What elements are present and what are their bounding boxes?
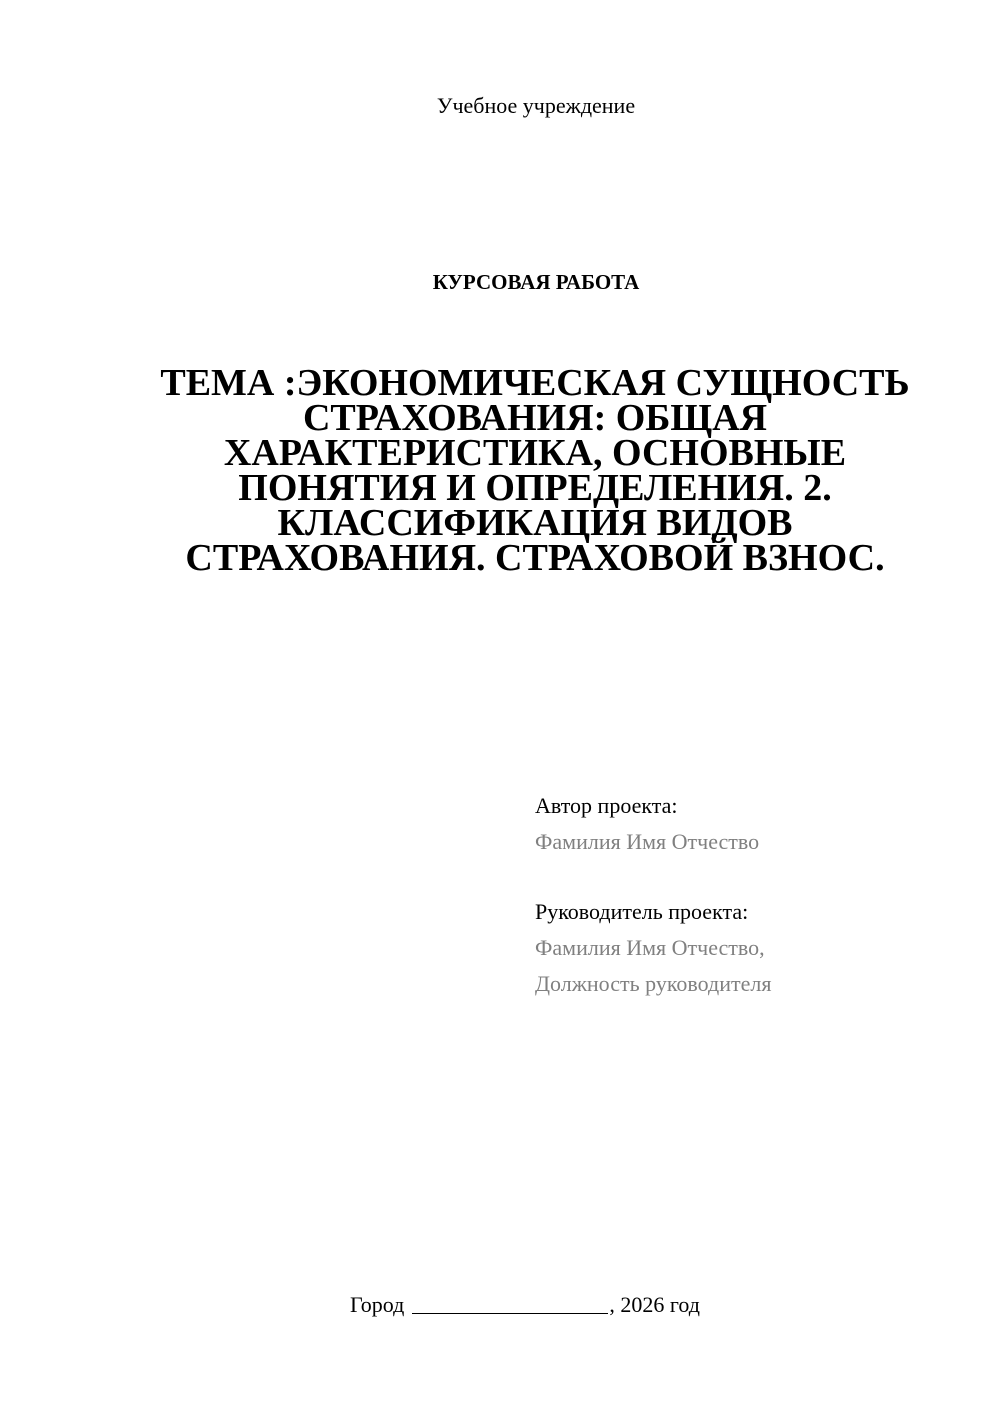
- city-blank-underline: [412, 1293, 608, 1314]
- supervisor-label: Руководитель проекта:: [535, 899, 749, 924]
- topic-title: ТЕМА :ЭКОНОМИЧЕСКАЯ СУЩНОСТЬ СТРАХОВАНИЯ: ОБЩАЯ ХАРАКТЕРИСТИКА, ОСНОВНЫЕ ПОНЯТИЯ И ОПРЕДЕЛЕНИЯ. 2. КЛАССИФИКАЦИЯ ВИДОВ СТРАХОВАНИЯ. СТРАХОВОЙ ВЗНОС.: [160, 362, 910, 579]
- authors-block: [535, 788, 955, 1002]
- document-type-heading: КУРСОВАЯ РАБОТА: [432, 270, 640, 294]
- supervisor-name: Фамилия Имя Отчество,: [535, 935, 765, 960]
- spacer: [535, 860, 955, 894]
- author-name: Фамилия Имя Отчество: [535, 829, 760, 854]
- institution-name: Учебное учреждение: [436, 93, 636, 118]
- author-label: Автор проекта:: [535, 793, 678, 818]
- city-year-line: [350, 1290, 770, 1320]
- city-label: Город: [350, 1292, 405, 1317]
- year-text: , 2026 год: [609, 1292, 700, 1317]
- supervisor-position: Должность руководителя: [535, 971, 772, 996]
